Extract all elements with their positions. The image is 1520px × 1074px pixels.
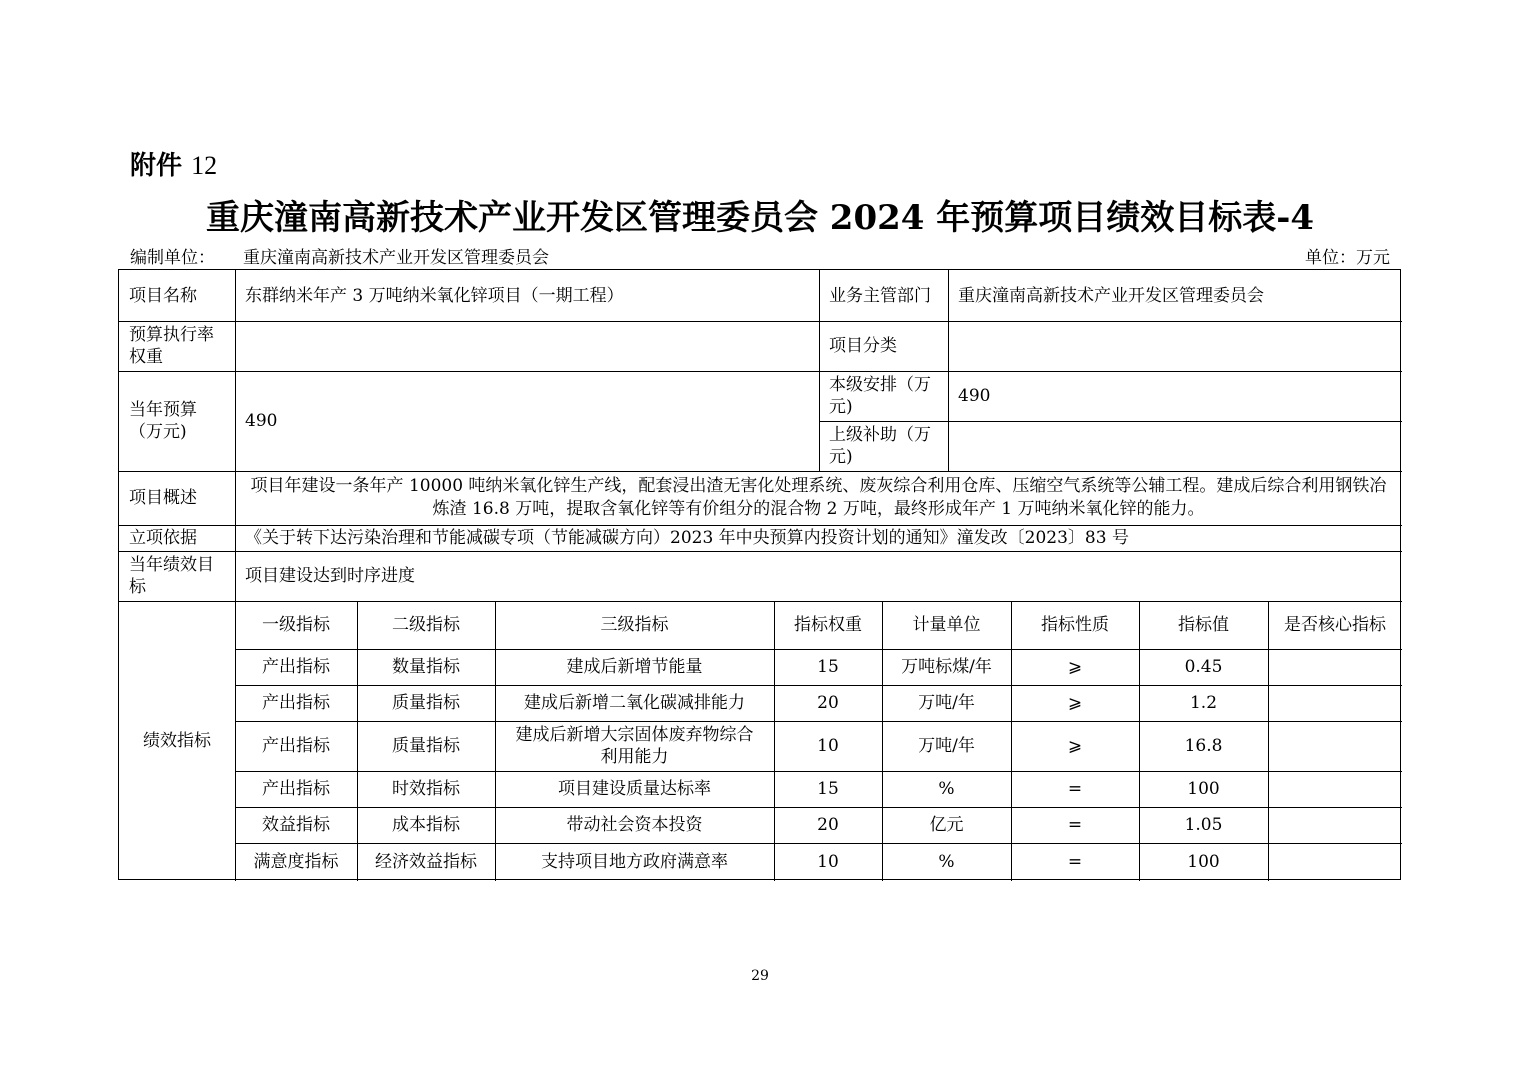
indicator-cell-level2: 质量指标 [392,693,460,713]
indicator-cell-weight: 15 [817,779,839,799]
indicator-cell-nature: ⩾ [1067,736,1083,756]
compiler-value: 重庆潼南高新技术产业开发区管理委员会 [243,248,549,268]
indicator-cell-level2: 成本指标 [392,815,460,835]
project-name-value: 东群纳米年产 3 万吨纳米氧化锌项目（一期工程） [245,285,624,306]
indicator-cell-level3: 建成后新增节能量 [566,657,703,677]
indicator-cell-level2: 质量指标 [392,736,460,756]
indicator-cell-value: 1.05 [1184,815,1223,835]
indicator-cell-weight: 15 [817,657,839,677]
summary-label: 项目概述 [129,488,197,508]
exec-weight-label: 预算执行率权重 [129,325,214,367]
indicator-cell-level1: 产出指标 [262,779,330,799]
indicator-cell-unit: 亿元 [929,815,964,835]
basis-label: 立项依据 [129,528,197,548]
indicator-header-level3: 三级指标 [600,615,669,635]
indicator-cell-unit: 万吨/年 [918,693,975,713]
indicator-cell-nature: = [1067,815,1083,835]
unit-label: 单位：万元 [1305,248,1390,268]
indicator-cell-value: 100 [1187,852,1220,872]
attachment-label: 附件 12 [130,151,218,181]
budget-value: 490 [245,411,278,431]
indicator-cell-level3: 建成后新增大宗固体废弃物综合利用能力 [515,725,754,767]
indicator-cell-unit: % [938,852,955,872]
project-name-label: 项目名称 [129,285,197,306]
indicator-cell-level3: 建成后新增二氧化碳减排能力 [524,693,745,713]
goal-label: 当年绩效目标 [129,555,214,597]
indicator-cell-nature: = [1067,852,1083,872]
indicator-cell-level2: 时效指标 [392,779,460,799]
indicator-cell-level1: 产出指标 [262,693,330,713]
page-number: 29 [751,968,769,984]
indicator-cell-level1: 效益指标 [262,815,330,835]
dept-label: 业务主管部门 [829,285,931,306]
indicator-cell-nature: ⩾ [1067,657,1083,677]
category-label: 项目分类 [829,336,897,356]
upper-value [948,421,1402,471]
indicator-cell-nature: ⩾ [1067,693,1083,713]
local-value: 490 [958,386,991,406]
indicator-header-unit: 计量单位 [912,615,981,635]
indicator-header-level1: 一级指标 [262,615,330,635]
indicator-cell-core [1268,843,1402,881]
upper-label: 上级补助（万元) [829,425,931,467]
exec-weight-value [235,321,819,371]
indicator-cell-core [1268,649,1402,685]
indicator-header-core: 是否核心指标 [1284,615,1386,635]
indicator-cell-unit: 万吨/年 [918,736,975,756]
indicator-cell-level2: 经济效益指标 [375,852,477,872]
indicator-header-weight: 指标权重 [794,615,862,635]
indicator-header-nature: 指标性质 [1041,615,1109,635]
indicator-header-level2: 二级指标 [392,615,460,635]
indicator-cell-weight: 20 [817,815,839,835]
indicator-cell-core [1268,721,1402,771]
compiler-info [130,243,549,268]
summary-value: 项目年建设一条年产 10000 吨纳米氧化锌生产线，配套浸出渣无害化处理系统、废灰综合利用仓库、压缩空气系统等公辅工程。建成后综合利用钢铁冶炼渣 16.8 万吨，提取含氧化锌等有价组分的混合物 2 万吨，最终形成年产 1 万吨纳米氧化锌的能力。 [250,476,1387,519]
indicator-cell-weight: 20 [817,693,839,713]
indicator-cell-value: 16.8 [1184,736,1223,756]
indicator-cell-level1: 满意度指标 [253,852,339,872]
indicator-cell-level1: 产出指标 [262,736,330,756]
local-label: 本级安排（万元) [829,375,931,417]
indicator-cell-value: 1.2 [1189,693,1218,713]
indicator-cell-core [1268,807,1402,843]
indicator-cell-level3: 项目建设质量达标率 [558,779,711,799]
document-title: 重庆潼南高新技术产业开发区管理委员会 2024 年预算项目绩效目标表-4 [205,198,1315,238]
goal-value: 项目建设达到时序进度 [245,566,415,586]
indicator-cell-weight: 10 [817,736,839,756]
performance-table [118,269,1401,880]
indicator-cell-nature: = [1067,779,1083,799]
indicator-cell-level2: 数量指标 [392,657,460,677]
indicator-cell-level3: 支持项目地方政府满意率 [541,852,728,872]
indicator-cell-weight: 10 [817,852,839,872]
indicator-cell-value: 0.45 [1184,657,1223,677]
category-value [948,321,1402,371]
indicator-cell-unit: % [938,779,955,799]
basis-value: 《关于转下达污染治理和节能减碳专项（节能减碳方向）2023 年中央预算内投资计划的通知》潼发改〔2023〕83 号 [245,528,1129,548]
indicator-cell-level3: 带动社会资本投资 [566,815,703,835]
budget-label: 当年预算（万元) [129,400,197,442]
indicator-cell-core [1268,685,1402,721]
indicator-cell-unit: 万吨标煤/年 [901,657,992,677]
indicator-cell-core [1268,771,1402,807]
indicator-header-value: 指标值 [1178,615,1229,635]
indicator-cell-value: 100 [1187,779,1220,799]
dept-value: 重庆潼南高新技术产业开发区管理委员会 [958,285,1264,306]
compiler-label: 编制单位： [130,248,215,268]
indicators-label: 绩效指标 [143,731,211,751]
indicator-cell-level1: 产出指标 [262,657,330,677]
